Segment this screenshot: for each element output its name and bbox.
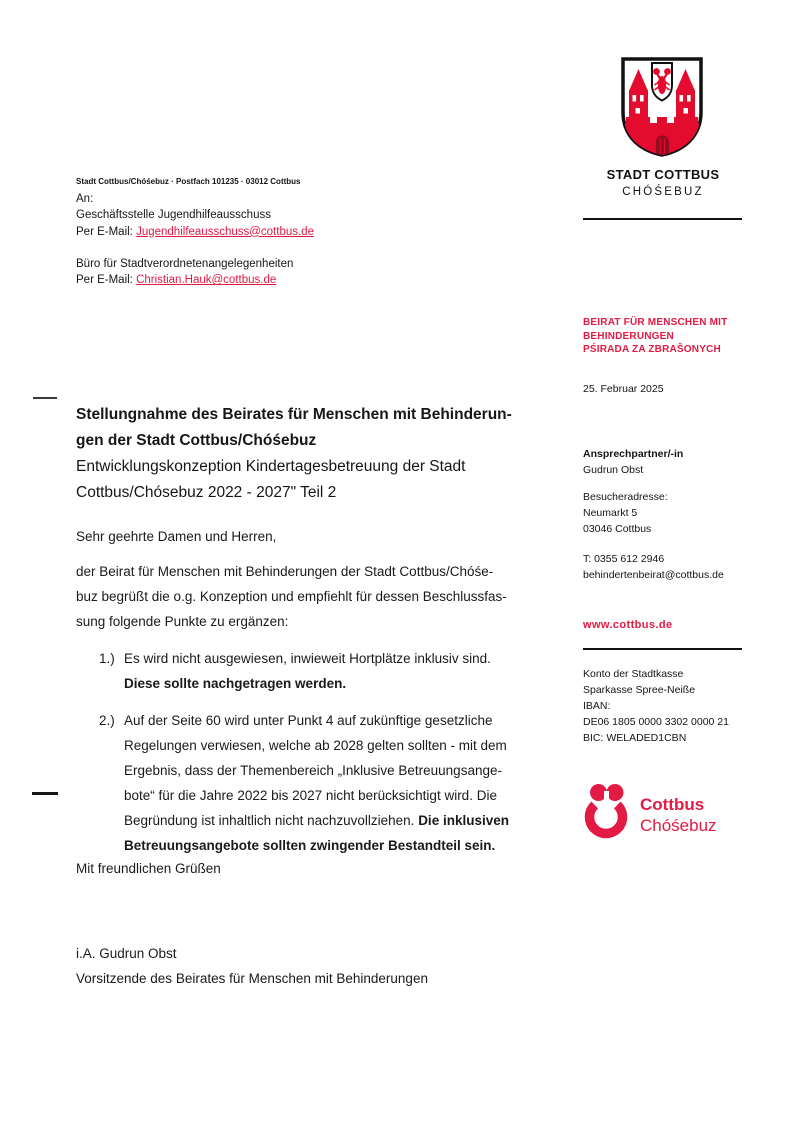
cottbus-smile-logo-icon (583, 781, 631, 839)
paragraph-line: buz begrüßt die o.g. Konzeption und empfiehlt für dessen Beschlussfas- (76, 589, 507, 604)
item-line: Auf der Seite 60 wird unter Punkt 4 auf zukünftige gesetzliche (124, 713, 493, 728)
visitor-address-label: Besucheradresse: (583, 491, 668, 503)
intro-paragraph (76, 559, 576, 634)
brand-name: Cottbus (640, 795, 705, 814)
bank-line: IBAN: (583, 700, 611, 712)
list-item-2 (124, 708, 564, 858)
item-line: bote“ für die Jahre 2022 bis 2027 nicht berücksichtigt wird. Die (124, 788, 497, 803)
visitor-address-block (583, 489, 748, 537)
item-line: Regelungen verwiesen, welche ab 2028 gelten sollten - mit dem (124, 738, 507, 753)
email-label-1: Per E-Mail: (76, 225, 137, 238)
paragraph-line: der Beirat für Menschen mit Behinderungen der Stadt Cottbus/Chóśe- (76, 564, 494, 579)
item-line: Diese sollte nachgetragen werden. (124, 676, 347, 691)
fold-mark-bottom (32, 792, 58, 795)
org-name-line-2: BEHINDERUNGEN (583, 330, 674, 342)
title-line-2: gen der Stadt Cottbus/Chóśebuz (76, 432, 317, 449)
recipient-an-label: An: (76, 193, 94, 205)
title-line-1: Stellungnahme des Beirates für Menschen mit Behinderun- (76, 406, 512, 423)
bank-line: Sparkasse Spree-Neiße (583, 684, 696, 696)
paragraph-line: sung folgende Punkte zu ergänzen: (76, 614, 289, 629)
email-link-jugendhilfeausschuss[interactable]: Jugendhilfeausschuss@cottbus.de (136, 225, 314, 238)
letter-title (76, 402, 576, 506)
list-item-1-number: 1.) (99, 651, 115, 666)
org-name-block (583, 316, 748, 357)
bank-line: BIC: WELADED1CBN (583, 732, 687, 744)
fold-mark-top (33, 397, 57, 399)
item-line: Betreuungsangebote sollten zwingender Bestandteil sein. (124, 838, 496, 853)
letter-date: 25. Februar 2025 (583, 383, 664, 395)
stadt-cottbus-crest-icon (620, 56, 704, 158)
subtitle-line-2: Cottbus/Chósebuz 2022 - 2027" Teil 2 (76, 484, 337, 501)
recipient-dept-2: Büro für Stadtverordnetenangelegenheiten (76, 257, 294, 270)
contact-person-label: Ansprechpartner/-in (583, 448, 684, 460)
phone-number: T: 0355 612 2946 (583, 553, 665, 565)
brand-name-sorbian: Chóśebuz (640, 816, 717, 835)
crest-divider (583, 218, 742, 220)
email-label-2: Per E-Mail: (76, 274, 137, 287)
phone-email-block (583, 551, 748, 583)
sender-line: Stadt Cottbus/Chóśebuz · Postfach 101235 · 03012 Cottbus (76, 177, 301, 186)
recipient-dept-1: Geschäftsstelle Jugendhilfeausschuss (76, 209, 271, 222)
visitor-address-city: 03046 Cottbus (583, 523, 652, 535)
crest-title: STADT COTTBUS (606, 167, 720, 182)
website-link: www.cottbus.de (583, 619, 673, 631)
sidebar-divider (583, 648, 742, 650)
subtitle-line-1: Entwicklungskonzeption Kindertagesbetreuung der Stadt (76, 458, 466, 475)
recipient-block (76, 191, 314, 288)
recipient-email-row-2 (76, 272, 314, 288)
org-name-line-1: BEIRAT FÜR MENSCHEN MIT (583, 317, 728, 328)
signature-block (76, 941, 576, 991)
bank-details-block (583, 666, 748, 746)
closing-greeting: Mit freundlichen Grüßen (76, 861, 221, 876)
contact-person-name: Gudrun Obst (583, 464, 644, 476)
recipient-email-row-1 (76, 224, 314, 240)
list-item-1 (124, 646, 564, 696)
list-item-2-number: 2.) (99, 713, 115, 728)
crest-subtitle: CHÓŚEBUZ (622, 186, 704, 198)
signature-name: i.A. Gudrun Obst (76, 946, 177, 961)
contact-person-block (583, 446, 748, 478)
salutation: Sehr geehrte Damen und Herren, (76, 529, 277, 544)
bank-line: DE06 1805 0000 3302 0000 21 (583, 716, 729, 728)
sidebar-email: behindertenbeirat@cottbus.de (583, 569, 724, 581)
item-line: Es wird nicht ausgewiesen, inwieweit Hortplätze inklusiv sind. (124, 651, 491, 666)
recipient-gap (76, 240, 314, 256)
signature-role: Vorsitzende des Beirates für Menschen mit Behinderungen (76, 971, 428, 986)
item-line: Begründung ist inhaltlich nicht nachzuvollziehen. Die inklusiven (124, 813, 509, 828)
org-name-line-3: PŚIRADA ZA ZBRAŠONYCH (583, 344, 721, 355)
bank-line: Konto der Stadtkasse (583, 668, 684, 680)
visitor-address-street: Neumarkt 5 (583, 507, 638, 519)
item-line: Ergebnis, dass der Themenbereich „Inklusive Betreuungsange- (124, 763, 502, 778)
email-link-christian-hauk[interactable]: Christian.Hauk@cottbus.de (136, 274, 277, 287)
